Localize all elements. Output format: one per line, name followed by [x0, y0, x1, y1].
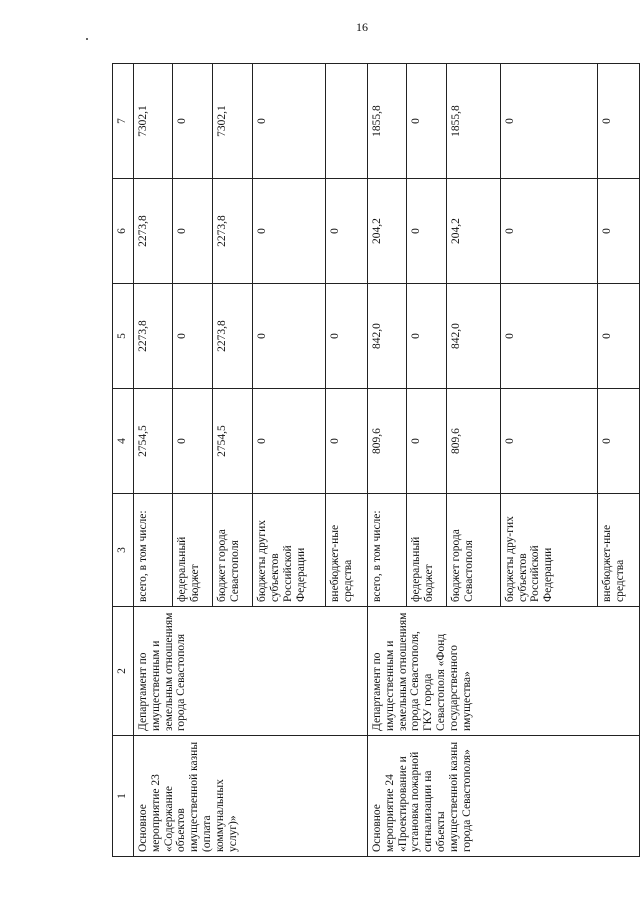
value-cell: 7302,1: [133, 64, 172, 179]
value-cell: 0: [500, 64, 598, 179]
value-cell: 0: [172, 179, 212, 284]
value-cell: 1855,8: [367, 64, 406, 179]
value-cell: 0: [500, 389, 598, 494]
col-number: 1: [113, 736, 134, 857]
source-cell: всего, в том числе:: [133, 494, 172, 607]
value-cell: 809,6: [446, 389, 500, 494]
value-cell: 842,0: [446, 284, 500, 389]
value-cell: 0: [598, 179, 640, 284]
source-cell: бюджет города Севастополя: [212, 494, 252, 607]
value-cell: 0: [598, 284, 640, 389]
col-number: 6: [113, 179, 134, 284]
source-cell: всего, в том числе:: [367, 494, 406, 607]
table-row: [367, 64, 406, 857]
value-cell: 0: [252, 64, 325, 179]
value-cell: 0: [252, 179, 325, 284]
value-cell: 0: [598, 389, 640, 494]
source-cell: федеральный бюджет: [172, 494, 212, 607]
col-number: 3: [113, 494, 134, 607]
source-cell: бюджет города Севастополя: [446, 494, 500, 607]
source-cell: бюджеты дру-гих субъектов Российской Федерации: [500, 494, 598, 607]
value-cell: 7302,1: [212, 64, 252, 179]
table-row: [133, 64, 172, 857]
value-cell: 0: [172, 284, 212, 389]
value-cell: 0: [500, 179, 598, 284]
value-cell: 0: [252, 284, 325, 389]
value-cell: 809,6: [367, 389, 406, 494]
col-number: 2: [113, 607, 134, 736]
col-number: 4: [113, 389, 134, 494]
scan-speck: [86, 38, 88, 40]
value-cell: 2754,5: [133, 389, 172, 494]
executor-cell: Департамент по имущественным и земельным отношениям города Севастополя: [133, 607, 367, 736]
measure-cell: Основное мероприятие 24 «Проектирование и установка пожарной сигнализации на объекты имущественной казны города Севастополя»: [367, 736, 639, 857]
value-cell: 0: [172, 64, 212, 179]
source-cell: внебюджет-ные средства: [326, 494, 368, 607]
value-cell: 842,0: [367, 284, 406, 389]
value-cell: 204,2: [446, 179, 500, 284]
value-cell: 2273,8: [133, 284, 172, 389]
value-cell: 2273,8: [133, 179, 172, 284]
rotated-table-wrapper: [112, 64, 640, 857]
source-cell: федеральный бюджет: [406, 494, 446, 607]
value-cell: 0: [406, 179, 446, 284]
value-cell: 0: [326, 284, 368, 389]
value-cell: 0: [406, 389, 446, 494]
value-cell: 2273,8: [212, 179, 252, 284]
value-cell: 0: [598, 64, 640, 179]
measure-cell: Основное мероприятие 23 «Содержание объектов имущественной казны (оплата коммунальных услуг)»: [133, 736, 367, 857]
executor-cell: Департамент по имущественным и земельным отношениям города Севастополя, ГКУ города Севастополя «Фонд государственного имущества»: [367, 607, 639, 736]
value-cell: 0: [326, 179, 368, 284]
value-cell: 0: [500, 284, 598, 389]
col-number: 7: [113, 64, 134, 179]
value-cell: 0: [252, 389, 325, 494]
source-cell: внебюджет-ные средства: [598, 494, 640, 607]
value-cell: 0: [326, 389, 368, 494]
budget-table: [112, 63, 640, 857]
value-cell: 204,2: [367, 179, 406, 284]
value-cell: 1855,8: [446, 64, 500, 179]
source-cell: бюджеты других субъектов Российской Федерации: [252, 494, 325, 607]
col-number: 5: [113, 284, 134, 389]
value-cell: 0: [172, 389, 212, 494]
page-number: 16: [356, 20, 368, 34]
value-cell: 0: [406, 284, 446, 389]
value-cell: 2754,5: [212, 389, 252, 494]
value-cell: 2273,8: [212, 284, 252, 389]
value-cell: 0: [406, 64, 446, 179]
value-cell: [326, 64, 368, 179]
column-number-row: [113, 64, 134, 857]
